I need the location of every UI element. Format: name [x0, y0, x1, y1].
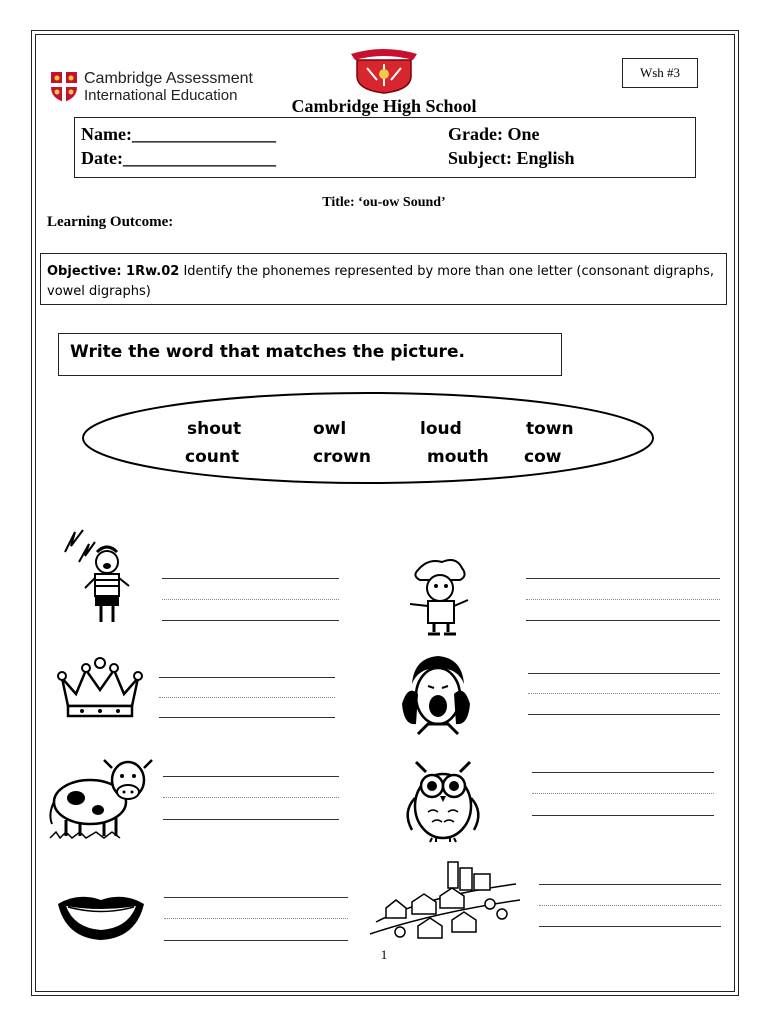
subject-label: Subject: English	[448, 148, 575, 168]
date-field[interactable]: Date:_________________	[81, 148, 276, 168]
answer-guide	[526, 599, 720, 600]
word-crown: crown	[313, 447, 371, 467]
objective-text: Identify the phonemes represented by more than one letter (consonant digraphs, vowel digraphs)	[47, 264, 715, 299]
shouting-man-picture	[398, 654, 474, 738]
answer-line[interactable]	[528, 714, 720, 715]
answer-guide	[532, 793, 714, 794]
answer-line[interactable]	[526, 620, 720, 621]
answer-line[interactable]	[528, 673, 720, 674]
answer-line[interactable]	[164, 897, 348, 898]
answer-guide	[528, 693, 720, 694]
logo-line-1: Cambridge Assessment	[84, 70, 253, 87]
answer-line[interactable]	[539, 884, 721, 885]
word-owl: owl	[313, 419, 347, 439]
school-name: Cambridge High School	[291, 96, 477, 116]
owl-picture	[398, 752, 488, 844]
instruction-box: Write the word that matches the picture.	[58, 333, 562, 376]
objective-box: Objective: 1Rw.02 Identify the phonemes represented by more than one letter (consonant digraphs, vowel digraphs)	[40, 253, 727, 305]
logo-line-2: International Education	[84, 87, 238, 104]
answer-guide	[163, 797, 339, 798]
answer-line[interactable]	[163, 776, 339, 777]
answer-guide	[164, 918, 348, 919]
crown-picture	[54, 656, 146, 718]
word-loud: loud	[420, 419, 462, 439]
mouth-picture	[56, 890, 146, 942]
cow-picture	[46, 752, 158, 842]
answer-line[interactable]	[159, 677, 335, 678]
answer-guide	[159, 697, 335, 698]
word-cow: cow	[524, 447, 562, 467]
word-shout: shout	[187, 419, 242, 439]
learning-outcome-label: Learning Outcome:	[47, 214, 174, 230]
grade-label: Grade: One	[448, 124, 540, 144]
answer-line[interactable]	[164, 940, 348, 941]
student-info-box	[74, 117, 696, 178]
word-count: count	[185, 447, 240, 467]
objective-label: Objective	[47, 264, 117, 279]
worksheet-title: Title: ‘ou-ow Sound’	[322, 195, 446, 210]
answer-line[interactable]	[532, 772, 714, 773]
school-crest-icon	[347, 46, 421, 94]
answer-guide	[539, 905, 721, 906]
word-town: town	[526, 419, 574, 439]
answer-line[interactable]	[163, 819, 339, 820]
counting-child-picture	[398, 556, 488, 638]
objective-code: 1Rw.02	[126, 264, 180, 279]
answer-line[interactable]	[532, 815, 714, 816]
town-picture	[366, 856, 522, 948]
answer-line[interactable]	[162, 620, 339, 621]
answer-line[interactable]	[539, 926, 721, 927]
page-number: 1	[380, 947, 388, 962]
shouting-child-picture	[55, 522, 145, 628]
answer-line[interactable]	[162, 578, 339, 579]
answer-line[interactable]	[526, 578, 720, 579]
answer-guide	[162, 599, 339, 600]
worksheet-number: Wsh #3	[622, 58, 698, 88]
name-field[interactable]: Name:________________	[81, 124, 276, 144]
answer-line[interactable]	[159, 717, 335, 718]
word-mouth: mouth	[427, 447, 489, 467]
